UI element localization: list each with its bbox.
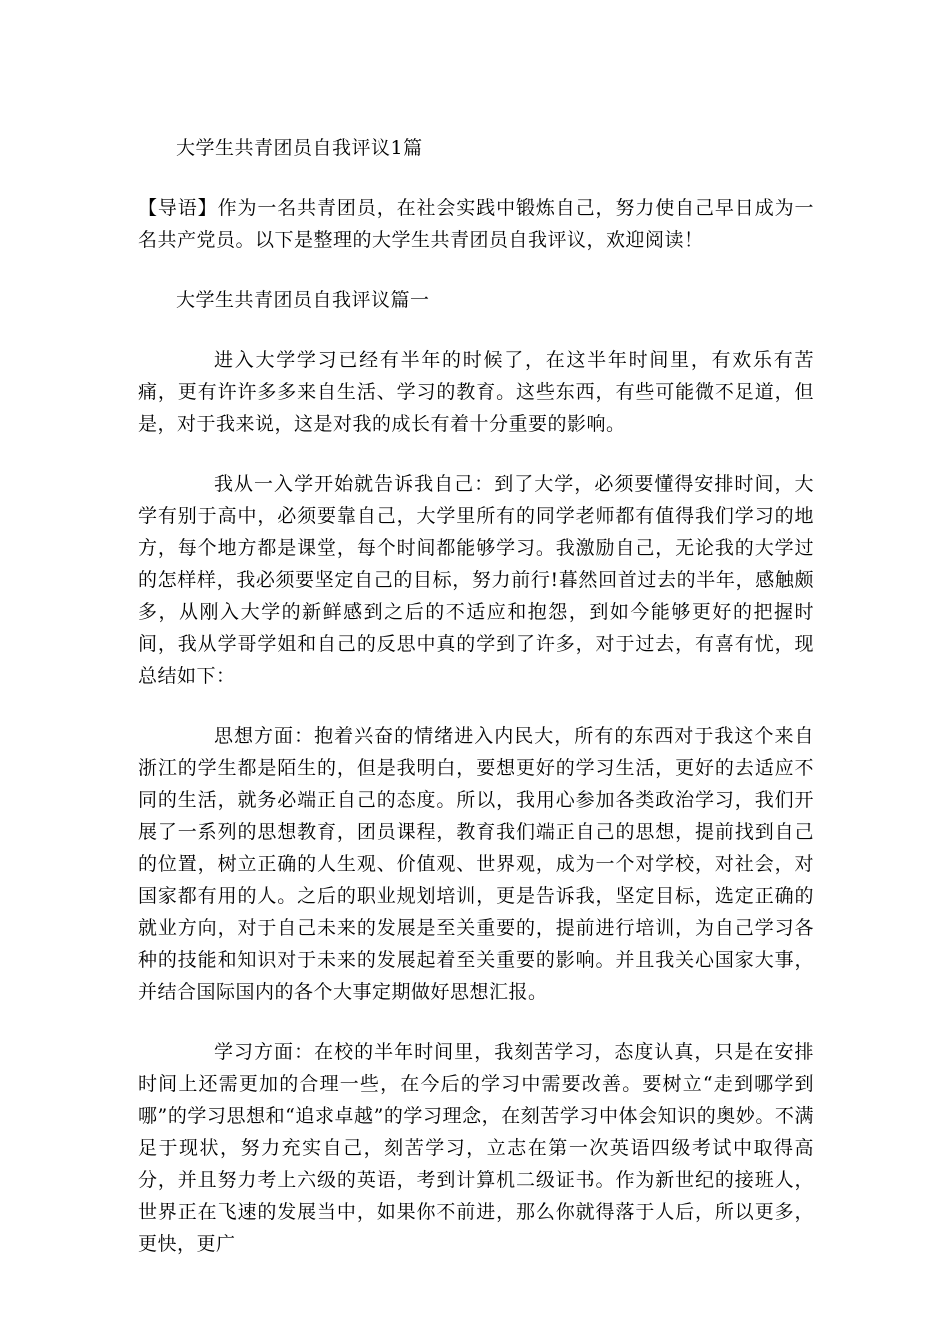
document-content: [138, 132, 814, 1288]
section-title: 大学生共青团员自我评议篇一: [176, 289, 430, 311]
body-paragraph-3: 思想方面：抱着兴奋的情绪进入内民大，所有的东西对于我这个来自浙江的学生都是陌生的，但是我明白，要想更好的学习生活，更好的去适应不同的生活，就务必端正自己的态度。所以，我用心参加各类政治学习，我们开展了一系列的思想教育，团员课程，教育我们端正自己的思想，提前找到自己的位置，树立正确的人生观、价值观、世界观，成为一个对学校，对社会，对国家都有用的人。之后的职业规划培训，更是告诉我，坚定目标，选定正确的就业方向，对于自己未来的发展是至关重要的，提前进行培训，为自己学习各种的技能和知识对于未来的发展起着至关重要的影响。并且我关心国家大事，并结合国际国内的各个大事定期做好思想汇报。: [138, 725, 814, 1003]
intro-paragraph: 【导语】作为一名共青团员，在社会实践中锻炼自己，努力使自己早日成为一名共产党员。以下是整理的大学生共青团员自我评议，欢迎阅读！: [138, 197, 814, 251]
body-paragraph-1: 进入大学学习已经有半年的时候了，在这半年时间里，有欢乐有苦痛，更有许许多多来自生活、学习的教育。这些东西，有些可能微不足道，但是，对于我来说，这是对我的成长有着十分重要的影响。: [138, 349, 814, 435]
document-title: 大学生共青团员自我评议1篇: [176, 137, 423, 159]
body-paragraph-4: 学习方面：在校的半年时间里，我刻苦学习，态度认真，只是在安排时间上还需更加的合理一些，在今后的学习中需要改善。要树立“走到哪学到哪”的学习思想和“追求卓越”的学习理念，在刻苦学习中体会知识的奥妙。不满足于现状，努力充实自己，刻苦学习，立志在第一次英语四级考试中取得高分，并且努力考上六级的英语，考到计算机二级证书。作为新世纪的接班人，世界正在飞速的发展当中，如果你不前进，那么你就得落于人后，所以更多，更快，更广: [138, 1041, 814, 1255]
body-paragraph-2: 我从一入学开始就告诉我自己：到了大学，必须要懂得安排时间，大学有别于高中，必须要靠自己，大学里所有的同学老师都有值得我们学习的地方，每个地方都是课堂，每个时间都能够学习。我激励自己，无论我的大学过的怎样样，我必须要坚定自己的目标，努力前行!暮然回首过去的半年，感触颇多，从刚入大学的新鲜感到之后的不适应和抱怨，到如今能够更好的把握时间，我从学哥学姐和自己的反思中真的学到了许多，对于过去，有喜有忧，现总结如下：: [138, 473, 814, 687]
